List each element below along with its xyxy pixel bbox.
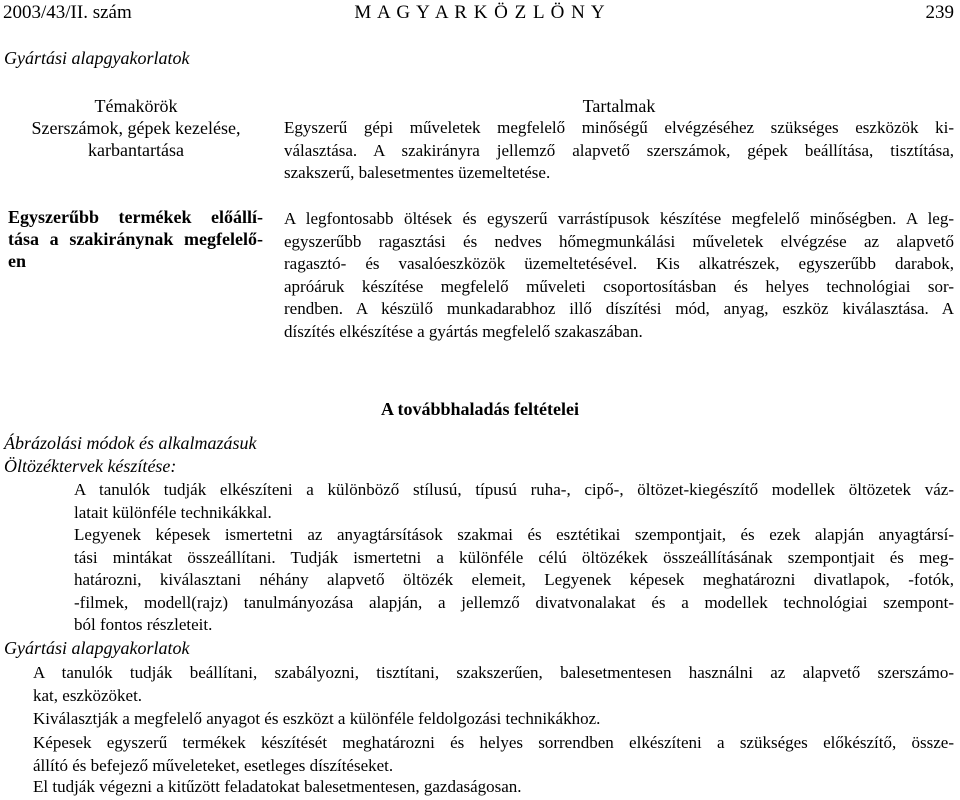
subsection-title: Gyártási alapgyakorlatok [4, 638, 190, 658]
prereq-paragraph: El tudják végezni a kitűzött feladatokat balesetmentesen, gazdaságosan. [33, 777, 522, 796]
table-row-topic: Szerszámok, gépek kezelése, karbantartása [31, 118, 241, 160]
contents-column-header: Tartalmak [582, 96, 656, 116]
topics-column-header: Témakörök [94, 96, 178, 116]
prereq-paragraph: A tanulók tudják beállítani, szabályozni, tisztítani, szakszerűen, balesetmentesen használni az alapvető szerszámo- kat, eszközöket. [33, 663, 954, 705]
prereq-paragraph: Képesek egyszerű termékek készítését meghatározni és helyes sorrendben elkészíteni a szükséges előkészítő, össze- állító és befejező műveleteket, esetleges díszítéseket. [33, 733, 954, 775]
table-row-content: A legfontosabb öltések és egyszerű varrástípusok készítése megfelelő minőségben. A leg- egyszerűbb ragasztási és nedves hőmegmunkálási műveletek elvégzése az alapvető ragasztó- és vasalóeszközök üzemeltetésével. Kis alkatrészek, egyszerűbb darabok, apróáruk készítése megfelelő műveleti csoportosításban és helyes technológiai sor- rendben. A készülő munkadarabhoz illő díszítési mód, anyag, eszköz kiválasztása. A díszítés elkészítése a gyártás megfelelő szakaszában. [284, 209, 954, 341]
prereq-paragraph: A tanulók tudják elkészíteni a különböző stílusú, típusú ruha-, cipő-, öltözet-kiegészítő modellek öltözetek váz- latait különféle technikákkal. [74, 480, 954, 522]
issue-number: 2003/43/II. szám [3, 2, 132, 23]
table-row-content: Egyszerű gépi műveletek megfelelő minőségű elvégzéséhez szükséges eszközök ki- választása. A szakirányra jellemző alapvető szerszámok, gépek beállítása, tisztítása, szakszerű, balesetmentes üzemeltetése. [284, 118, 954, 182]
prerequisites-title: A továbbhaladás feltételei [381, 399, 579, 419]
page-number: 239 [925, 2, 954, 23]
journal-title: M A G Y A R K Ö Z L Ö N Y [354, 2, 606, 23]
subsection-title: Ábrázolási módok és alkalmazásuk Öltözéktervek készítése: [4, 433, 257, 476]
table-row-topic: Egyszerűbb termékek előállí- tása a szakiránynak megfelelő- en [8, 207, 263, 271]
section-title: Gyártási alapgyakorlatok [4, 48, 190, 68]
prereq-paragraph: Legyenek képesek ismertetni az anyagtársítások szakmai és esztétikai szempontjait, és ezek alapján anyagtársí- tási mintákat összeállítani. Tudják ismertetni a különféle célú öltözékek összeállításának szempontjait és meg- határozni, kiválasztani néhány alapvető öltözék elemeit, Legyenek képesek meghatározni divatlapok, -fotók, -filmek, modell(rajz) tanulmányozása alapján, a jellemző divatvonalakat és a modellek technológiai szempont- ból fontos részleteit. [74, 525, 954, 634]
prereq-paragraph: Kiválasztják a megfelelő anyagot és eszközt a különféle feldolgozási technikákhoz. [33, 709, 601, 728]
